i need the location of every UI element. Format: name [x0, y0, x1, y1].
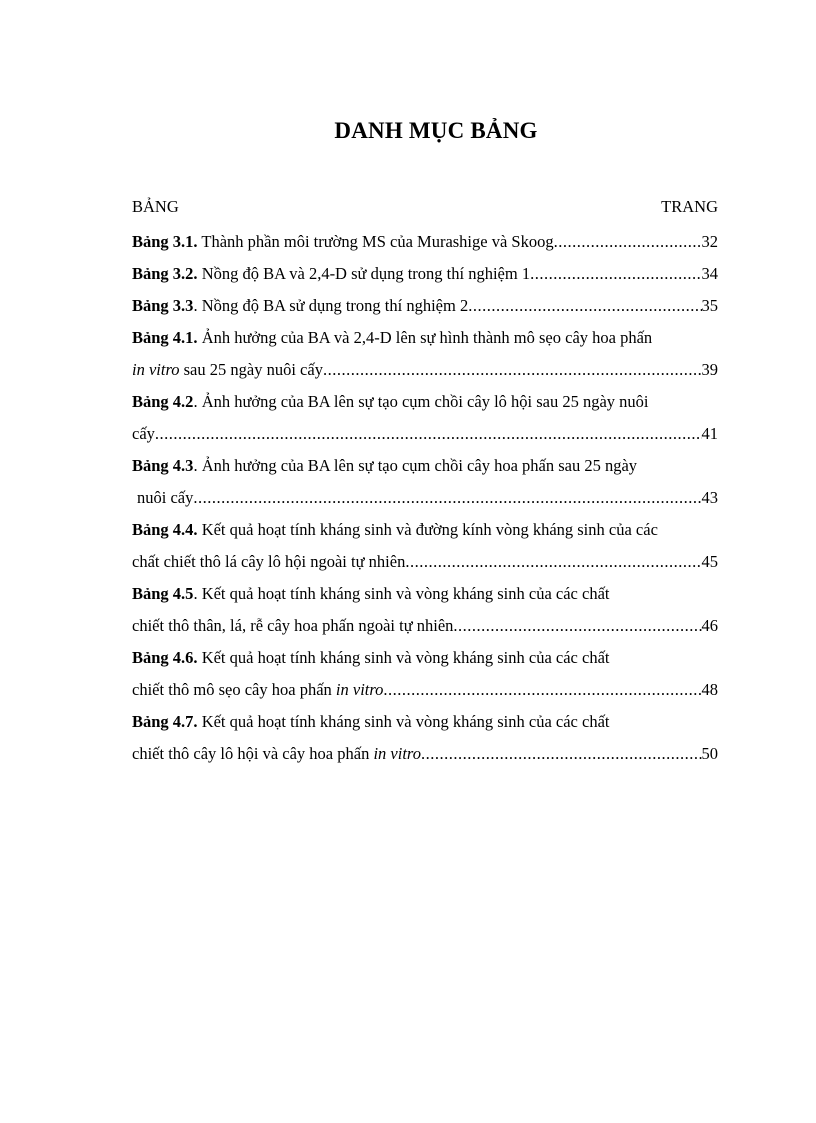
- entry-title-continued: chiết thô thân, lá, rễ cây hoa phấn ngoài tự nhiên: [132, 616, 454, 635]
- list-item[interactable]: [132, 258, 718, 290]
- entry-label: Bảng 4.5: [132, 584, 194, 603]
- entry-title-continued: nuôi cấy: [137, 488, 194, 507]
- page-title: DANH MỤC BẢNG: [334, 118, 538, 143]
- entry-label: Bảng 4.6.: [132, 648, 198, 667]
- entry-title: Kết quả hoạt tính kháng sinh và đường kính vòng kháng sinh của các: [197, 520, 658, 539]
- entry-line: [132, 450, 718, 482]
- entry-line: [132, 578, 718, 610]
- entry-title: Thành phần môi trường MS của Murashige và Skoog: [197, 232, 554, 251]
- entry-title-continued: sau 25 ngày nuôi cấy: [179, 360, 323, 379]
- list-item[interactable]: [132, 450, 718, 514]
- entry-line-continued: [132, 738, 718, 770]
- dot-leader: [530, 258, 701, 290]
- entry-label: Bảng 4.1.: [132, 328, 198, 347]
- entry-page-number: 48: [701, 680, 718, 699]
- entry-line-continued: [132, 610, 718, 642]
- entry-italic-text: in vitro: [335, 680, 384, 699]
- entry-italic-text: in vitro: [373, 744, 421, 763]
- entry-label: Bảng 3.3: [132, 296, 194, 315]
- list-item[interactable]: [132, 642, 718, 706]
- list-item[interactable]: [132, 386, 718, 450]
- entry-title: . Nồng độ BA sử dụng trong thí nghiệm 2: [193, 296, 469, 315]
- entry-line-continued: [132, 354, 718, 386]
- entry-line: [132, 386, 718, 418]
- entry-line: [132, 706, 718, 738]
- entry-page-number: 41: [701, 424, 718, 443]
- entry-page-number: 50: [701, 744, 718, 763]
- dot-leader: [554, 226, 702, 258]
- list-item[interactable]: [132, 322, 718, 386]
- entry-title-continued: chiết thô cây lô hội và cây hoa phấn: [132, 744, 374, 763]
- entry-line-continued: [132, 674, 718, 706]
- list-item[interactable]: [132, 706, 718, 770]
- list-item[interactable]: [132, 226, 718, 258]
- entry-label: Bảng 4.3: [132, 456, 194, 475]
- entry-title-continued: cấy: [132, 424, 155, 443]
- dot-leader: [155, 418, 702, 450]
- entry-title: Kết quả hoạt tính kháng sinh và vòng kháng sinh của các chất: [197, 648, 610, 667]
- entry-page-number: 32: [701, 232, 718, 251]
- entry-line: [132, 290, 718, 322]
- header-table-label: BẢNG: [132, 197, 179, 216]
- entry-line: [132, 642, 718, 674]
- entry-label: Bảng 4.2: [132, 392, 194, 411]
- entry-title: . Kết quả hoạt tính kháng sinh và vòng kháng sinh của các chất: [193, 584, 610, 603]
- dot-leader: [453, 610, 701, 642]
- table-list: [132, 226, 718, 770]
- entry-label: Bảng 3.1.: [132, 232, 198, 251]
- entry-label: Bảng 3.2.: [132, 264, 198, 283]
- list-item[interactable]: [132, 290, 718, 322]
- entry-label: Bảng 4.4.: [132, 520, 198, 539]
- entry-line: [132, 226, 718, 258]
- entry-page-number: 35: [701, 296, 718, 315]
- entry-title: . Ảnh hưởng của BA lên sự tạo cụm chồi cây hoa phấn sau 25 ngày: [193, 456, 638, 475]
- dot-leader: [323, 354, 702, 386]
- header-page-label: TRANG: [661, 197, 718, 216]
- entry-page-number: 43: [701, 488, 718, 507]
- entry-line-continued: [132, 546, 718, 578]
- entry-line: [132, 322, 718, 354]
- dot-leader: [468, 290, 701, 322]
- entry-title: . Ảnh hưởng của BA lên sự tạo cụm chồi cây lô hội sau 25 ngày nuôi: [193, 392, 649, 411]
- entry-label: Bảng 4.7.: [132, 712, 198, 731]
- entry-line: [132, 258, 718, 290]
- entry-italic-text: in vitro: [132, 360, 180, 379]
- entry-title: Nồng độ BA và 2,4-D sử dụng trong thí nghiệm 1: [197, 264, 531, 283]
- entry-title: Kết quả hoạt tính kháng sinh và vòng kháng sinh của các chất: [197, 712, 610, 731]
- entry-page-number: 46: [701, 616, 718, 635]
- entry-line-continued: [132, 482, 718, 514]
- entry-title-continued: chiết thô mô sẹo cây hoa phấn: [132, 680, 336, 699]
- entry-line-continued: [132, 418, 718, 450]
- list-item[interactable]: [132, 514, 718, 578]
- entry-line: [132, 514, 718, 546]
- entry-title-continued: chất chiết thô lá cây lô hội ngoài tự nhiên: [132, 552, 406, 571]
- entry-page-number: 45: [701, 552, 718, 571]
- entry-page-number: 34: [701, 264, 718, 283]
- entry-page-number: 39: [701, 360, 718, 379]
- list-item[interactable]: [132, 578, 718, 642]
- dot-leader: [193, 482, 701, 514]
- entry-title: Ảnh hưởng của BA và 2,4-D lên sự hình thành mô sẹo cây hoa phấn: [197, 328, 653, 347]
- dot-leader: [421, 738, 702, 770]
- dot-leader: [383, 674, 701, 706]
- column-header: [132, 197, 718, 217]
- dot-leader: [405, 546, 701, 578]
